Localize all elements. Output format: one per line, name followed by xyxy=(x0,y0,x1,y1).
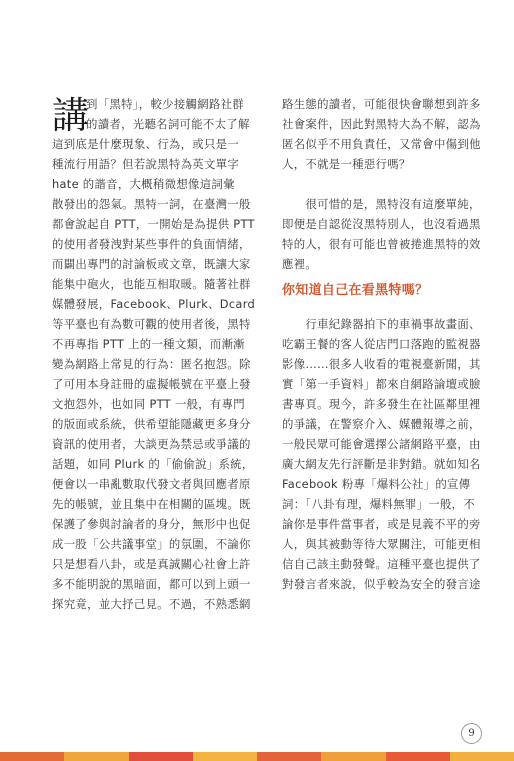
text-line: 應裡。 xyxy=(282,257,318,271)
text-line: 等平臺也有為數可觀的使用者後，黑特 xyxy=(52,317,251,331)
text-line: 話題，如同 Plurk 的「偷偷說」系統， xyxy=(52,457,254,471)
text-line: 到「黑特」，較少接觸網路社群 xyxy=(86,97,244,111)
color-bar-segment xyxy=(129,752,193,761)
text-line: 的讀者，光聽名詞可能不太了解 xyxy=(86,117,250,131)
text-line: 成一股「公共議事堂」的氛圍，不論你 xyxy=(52,537,251,551)
drop-cap: 講 xyxy=(52,94,90,137)
color-bar-segment xyxy=(450,752,514,761)
text-line: 都會說起自 PTT，一開始是為提供 PTT xyxy=(52,217,255,231)
text-line: 詞：「八卦有理，爆料無罪」一般，不 xyxy=(282,497,476,511)
page-number: 9 xyxy=(461,723,482,744)
color-bar-segment xyxy=(321,752,385,761)
text-line: 資訊的使用者，大談更為禁忌或爭議的 xyxy=(52,437,251,451)
text-line: Facebook 粉專「爆料公社」的宣傳 xyxy=(282,477,471,491)
text-line: 論你是事件當事者，或是見義不平的旁 xyxy=(282,517,481,531)
text-line: 散發出的怨氣。黑特一詞，在臺灣一般 xyxy=(52,197,251,211)
text-line: 多不能明說的黑暗面，都可以到上頭一 xyxy=(52,577,251,591)
text-line: 媒體發展，Facebook、Plurk、Dcard xyxy=(52,297,256,311)
color-bar-segment xyxy=(193,752,257,761)
text-line: 匿名似乎不用負責任，又常會中傷到他 xyxy=(282,137,481,151)
text-line: 廣大網友先行評斷是非對錯。就如知名 xyxy=(282,457,481,471)
text-line: 特的人，很有可能也曾被捲進黑特的效 xyxy=(282,237,481,251)
text-line: 先的帳號，並且集中在相關的區塊。既 xyxy=(52,497,251,511)
paragraph-gap xyxy=(282,174,489,194)
section-heading: 你知道自己在看黑特嗎？ xyxy=(282,283,429,298)
text-line: 人，與其被動等待大眾關注，可能更相 xyxy=(282,537,481,551)
text-line: 保護了參與討論者的身分，無形中也促 xyxy=(52,517,251,531)
text-line: 不再專指 PTT 上的一種文類，而漸漸 xyxy=(52,337,245,351)
text-line: hate 的諧音，大概稍微想像這詞彙 xyxy=(52,177,235,191)
text-line: 書專頁。現今，許多發生在社區鄰里裡 xyxy=(282,397,481,411)
text-line: 變為網路上常見的行為：匿名抱怨。除 xyxy=(52,357,251,371)
text-line: 很可惜的是，黑特沒有這麼單純， xyxy=(282,197,481,211)
left-column xyxy=(52,94,259,614)
color-bar-segment xyxy=(257,752,321,761)
text-line: 文抱怨外，也如同 PTT 一般，有專門 xyxy=(52,397,245,411)
text-line: 的使用者發洩對某些事件的負面情緒， xyxy=(52,237,251,251)
text-line: 人，不就是一種惡行嗎？ xyxy=(282,157,411,171)
color-bar-segment xyxy=(386,752,450,761)
text-line: 探究竟，並大抒己見。不過，不熟悉網 xyxy=(52,597,251,611)
text-line: 社會案件，因此對黑特大為不解，認為 xyxy=(282,117,481,131)
right-column xyxy=(282,94,489,594)
text-line: 實「第一手資料」都來自網路論壇或臉 xyxy=(282,377,481,391)
text-line: 即便是自認從沒黑特別人，也沒看過黑 xyxy=(282,217,481,231)
text-line: 路生態的讀者，可能很快會聯想到許多 xyxy=(282,97,481,111)
text-line: 而闢出專門的討論板或文章，既讓大家 xyxy=(52,257,251,271)
text-line: 一般民眾可能會選擇公諸網路平臺，由 xyxy=(282,437,481,451)
text-line: 影像……很多人收看的電視臺新聞，其 xyxy=(282,357,481,371)
text-line: 便會以一串亂數取代發文者與回應者原 xyxy=(52,477,251,491)
text-line: 行車紀錄器拍下的車禍事故畫面、 xyxy=(282,317,481,331)
footer-color-bar xyxy=(0,752,514,761)
text-line: 的爭議，在警察介入、媒體報導之前， xyxy=(282,417,481,431)
color-bar-segment xyxy=(64,752,128,761)
text-line: 能集中砲火，也能互相取暖。隨著社群 xyxy=(52,277,251,291)
text-line: 信自己該主動發聲。這種平臺也提供了 xyxy=(282,557,481,571)
text-line: 的版面或系統，供希望能隱藏更多身分 xyxy=(52,417,251,431)
text-line: 種流行用語？但若說黑特為英文單字 xyxy=(52,157,240,171)
text-line: 對發言者來說，似乎較為安全的發言途 xyxy=(282,577,481,591)
color-bar-segment xyxy=(0,752,64,761)
text-line: 這到底是什麼現象、行為，或只是一 xyxy=(52,137,240,151)
text-line: 吃霸王餐的客人從店門口落跑的監視器 xyxy=(282,337,481,351)
text-line: 了可用本身註冊的虛擬帳號在平臺上發 xyxy=(52,377,251,391)
text-line: 只是想看八卦，或是真誠關心社會上許 xyxy=(52,557,251,571)
